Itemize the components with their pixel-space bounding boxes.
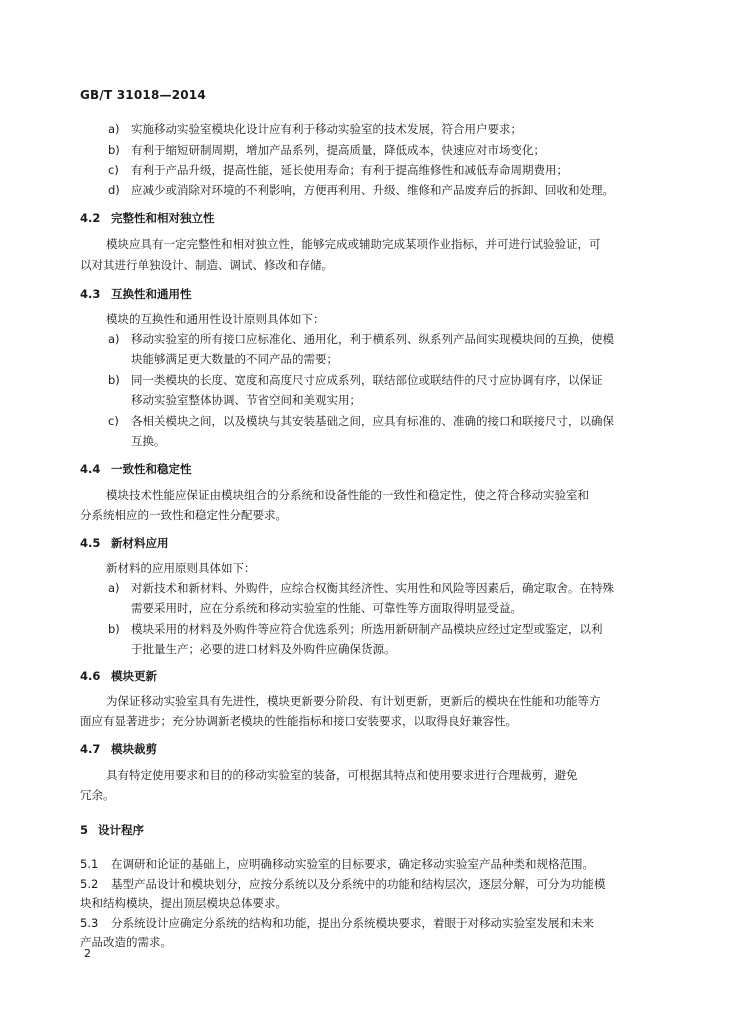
list-item-continuation: 互换。: [131, 434, 166, 448]
list-item-continuation: 于批量生产；必要的进口材料及外购件应确保货源。: [131, 642, 396, 656]
list-item: 对新技术和新材料、外购件，应综合权衡其经济性、实用性和风险等因素后，确定取舍。在特殊: [131, 581, 614, 595]
section-title: 模块更新: [111, 669, 157, 683]
list-item-continuation: 需要采用时，应在分系统和移动实验室的性能、可靠性等方面取得明显受益。: [131, 601, 522, 615]
paragraph-line: 块和结构模块，提出顶层模块总体要求。: [80, 896, 287, 910]
paragraph-line: 具有特定使用要求和目的的移动实验室的装备，可根据其特点和使用要求进行合理裁剪，避免: [106, 768, 578, 782]
section-number: 4.7: [80, 742, 101, 756]
paragraph-line: 以对其进行单独设计、制造、调试、修改和存储。: [80, 258, 333, 272]
section-number: 4.3: [80, 287, 101, 301]
list-item: 模块采用的材料及外购件等应符合优选系列；所选用新研制产品模块应经过定型或鉴定，以利: [131, 622, 603, 636]
page-number: 2: [84, 947, 91, 960]
section-number: 4.6: [80, 669, 101, 683]
list-item: 移动实验室的所有接口应标准化、通用化，利于横系列、纵系列产品间实现模块间的互换，使模: [131, 332, 614, 346]
section-number: 4.2: [80, 211, 101, 225]
clause-number: 5.2: [80, 877, 99, 891]
paragraph-line: 模块技术性能应保证由模块组合的分系统和设备性能的一致性和稳定性，使之符合移动实验室和: [106, 488, 589, 502]
list-marker: a): [108, 581, 120, 595]
list-marker: b): [108, 143, 120, 157]
section-title: 完整性和相对独立性: [111, 211, 215, 225]
section-number: 5: [80, 823, 89, 837]
paragraph-line: 面应有显著进步；充分协调新老模块的性能指标和接口安装要求，以取得良好兼容性。: [80, 714, 517, 728]
paragraph-line: 新材料的应用原则具体如下：: [106, 561, 256, 575]
list-marker: b): [108, 622, 120, 636]
clause-number: 5.1: [80, 857, 99, 871]
standard-number-header: GB/T 31018—2014: [80, 88, 206, 102]
list-marker: a): [108, 122, 120, 136]
paragraph-line: 基型产品设计和模块划分，应按分系统以及分系统中的功能和结构层次，逐层分解，可分为功能模: [111, 877, 606, 891]
paragraph-line: 产品改造的需求。: [80, 935, 172, 949]
list-item-continuation: 移动实验室整体协调、节省空间和美观实用；: [131, 393, 361, 407]
list-item: 同一类模块的长度、宽度和高度尺寸应成系列，联结部位或联结件的尺寸应协调有序，以保证: [131, 373, 603, 387]
list-item: 各相关模块之间，以及模块与其安装基础之间，应具有标准的、准确的接口和联接尺寸，以确保: [131, 414, 614, 428]
paragraph-line: 模块的互换性和通用性设计原则具体如下：: [106, 312, 325, 326]
section-title: 模块裁剪: [111, 742, 157, 756]
list-marker: c): [108, 163, 119, 177]
paragraph-line: 模块应具有一定完整性和相对独立性，能够完成或辅助完成某项作业指标，并可进行试验验证，可: [106, 237, 601, 251]
section-number: 4.4: [80, 462, 101, 476]
paragraph-line: 分系统设计应确定分系统的结构和功能，提出分系统模块要求，着眼于对移动实验室发展和未来: [111, 916, 594, 930]
paragraph-line: 冗余。: [80, 788, 115, 802]
clause-number: 5.3: [80, 916, 99, 930]
section-title: 新材料应用: [111, 536, 169, 550]
list-marker: d): [108, 183, 120, 197]
section-title: 互换性和通用性: [111, 287, 192, 301]
list-item-continuation: 块能够满足更大数量的不同产品的需要；: [131, 352, 338, 366]
list-marker: c): [108, 414, 119, 428]
list-marker: b): [108, 373, 120, 387]
section-title: 设计程序: [98, 823, 144, 837]
paragraph-line: 分系统相应的一致性和稳定性分配要求。: [80, 508, 287, 522]
section-title: 一致性和稳定性: [111, 462, 192, 476]
paragraph-line: 在调研和论证的基础上，应明确移动实验室的目标要求，确定移动实验室产品种类和规格范围。: [111, 857, 594, 871]
list-item: 实施移动实验室模块化设计应有利于移动实验室的技术发展，符合用户要求；: [131, 122, 522, 136]
list-marker: a): [108, 332, 120, 346]
list-item: 有利于缩短研制周期，增加产品系列，提高质量，降低成本，快速应对市场变化；: [131, 143, 545, 157]
paragraph-line: 为保证移动实验室具有先进性，模块更新要分阶段、有计划更新，更新后的模块在性能和功能等方: [106, 694, 601, 708]
section-number: 4.5: [80, 536, 101, 550]
list-item: 有利于产品升级，提高性能，延长使用寿命；有利于提高维修性和减低寿命周期费用；: [131, 163, 568, 177]
list-item: 应减少或消除对环境的不利影响，方便再利用、升级、维修和产品废弃后的拆卸、回收和处理。: [131, 183, 614, 197]
